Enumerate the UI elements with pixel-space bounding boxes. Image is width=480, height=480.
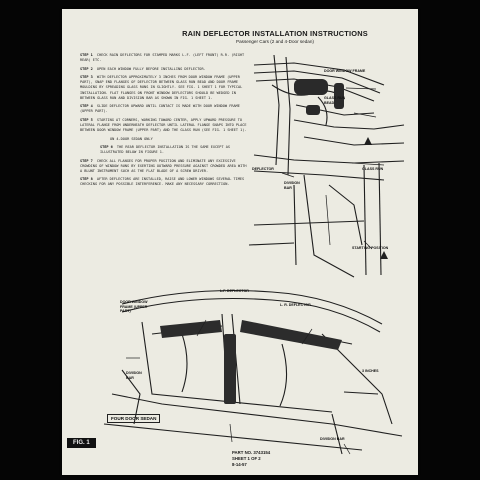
sheet-number: SHEET 1 OF 2: [232, 456, 261, 461]
document-title: RAIN DEFLECTOR INSTALLATION INSTRUCTIONS: [182, 29, 368, 38]
label-glass-run: GLASS RUN: [362, 167, 384, 171]
step-number: STEP 2: [80, 66, 93, 71]
four-door-sedan-caption: FOUR DOOR SEDAN: [107, 414, 160, 423]
document-subtitle: Passenger Cars (2 and 4-Door sedan): [236, 39, 314, 44]
label-starting-position: STARTING POSITION: [352, 246, 389, 250]
label-door-window-frame: DOOR WINDOW FRAME: [324, 69, 366, 73]
step-item: [80, 159, 248, 174]
step-text: SLIDE DEFLECTOR UPWARD UNTIL CONTACT IS MADE WITH DOOR WINDOW FRAME (UPPER PART).: [80, 104, 240, 114]
label-lf-deflector: L.F. DEFLECTOR: [220, 289, 249, 293]
label-division-bar-bottom: DIVISION BAR: [320, 437, 345, 441]
instruction-sheet: [62, 9, 418, 475]
step-number: STEP 4: [80, 104, 93, 109]
label-glass-run-bead: GLASS RUN BEAD: [324, 96, 346, 105]
steps-column: [80, 53, 248, 191]
step-item: [80, 104, 248, 114]
step-item: [80, 53, 248, 63]
step-number: STEP 8: [80, 177, 93, 182]
step-item: [80, 67, 248, 72]
step-number: STEP 5: [80, 117, 93, 122]
step-text: OPEN EACH WINDOW FULLY BEFORE INSTALLING DEFLECTOR.: [96, 66, 206, 71]
step-item: [100, 145, 248, 155]
label-three-inches: 3 INCHES: [362, 369, 379, 373]
step-text: THE REAR DEFLECTOR INSTALLATION IS THE SAME EXCEPT AS ILLUSTRATED BELOW IN FIGURE 1.: [100, 144, 230, 154]
label-door-window-frame-upper: DOOR WINDOW FRAME (UPPER PART): [120, 300, 148, 313]
step-text: CHECK RAIN DEFLECTORS FOR STAMPED MARKS L.F. (LEFT FRONT) R.R. (RIGHT REAR) ETC.: [80, 53, 245, 63]
step-text: WITH DEFLECTOR APPROXIMATELY 3 INCHES FROM DOOR WINDOW FRAME (UPPER PART), SNAP END FLANGES OF DEFLECTOR BETWEEN GLASS RUN BEAD AND DOOR FRAME MOULDING BY SPREADING GLASS RUNS IN SLIGHTLY. SEE FIG. 1 SHEET 1 FOR TYPICAL INSTALLATION. FLAT FLANGES ON FRONT WINDOW DEFLECTORS SHOULD BE WEDGED IN BETWEEN GLASS RUN AND DIVISION BAR AS SHOWN IN FIG. 1 SHEET 1.: [80, 75, 243, 100]
step-item: [80, 118, 248, 133]
step-number: STEP 7: [80, 158, 93, 163]
figure-label: FIG. 1: [67, 438, 96, 448]
step-text: AFTER DEFLECTORS ARE INSTALLED, RAISE AND LOWER WINDOWS SEVERAL TIMES CHECKING FOR ANY POSSIBLE INTERFERENCE. MAKE ANY NECESSARY CORRECTION.: [80, 177, 245, 187]
step-number: STEP 3: [80, 75, 93, 80]
step-text: STARTING AT CORNERS, WORKING TOWARD CENTER, APPLY UPWARD PRESSURE TO LATERAL FLANGE FROM UNDERNEATH DEFLECTOR UNTIL LATERAL FLANGE SNAPS INTO PLACE BETWEEN DOOR WINDOW FRAME (UPPER PART) AND THE GLASS RUN (SEE FIG. 1 SHEET 1).: [80, 117, 247, 133]
part-info: [232, 450, 270, 468]
document-date: 8-14-57: [232, 462, 247, 467]
label-division-bar-top: DIVISION BAR: [284, 181, 300, 190]
label-division-bar-left: DIVISION BAR: [126, 371, 142, 380]
step-text: CHECK ALL FLANGES FOR PROPER POSITION AND ELIMINATE ANY EXCESSIVE CROWDING OF WINDOW RUNS BY EXERTING OUTWARD PRESSURE AGAINST CROWDED AREA WITH A BLUNT INSTRUMENT SUCH AS THE FLAT BLADE OF A SCREW DRIVER.: [80, 158, 247, 173]
part-number: PART NO. 3743154: [232, 450, 271, 455]
step-item: [80, 177, 248, 187]
label-lr-deflector: L. R. DEFLECTOR: [280, 303, 311, 307]
step-number: STEP 1: [80, 53, 93, 57]
step-item: [80, 75, 248, 100]
step-number: STEP 6: [100, 144, 113, 149]
label-deflector: DEFLECTOR: [252, 167, 274, 171]
four-door-note: ON 4-DOOR SEDAN ONLY: [110, 136, 153, 141]
